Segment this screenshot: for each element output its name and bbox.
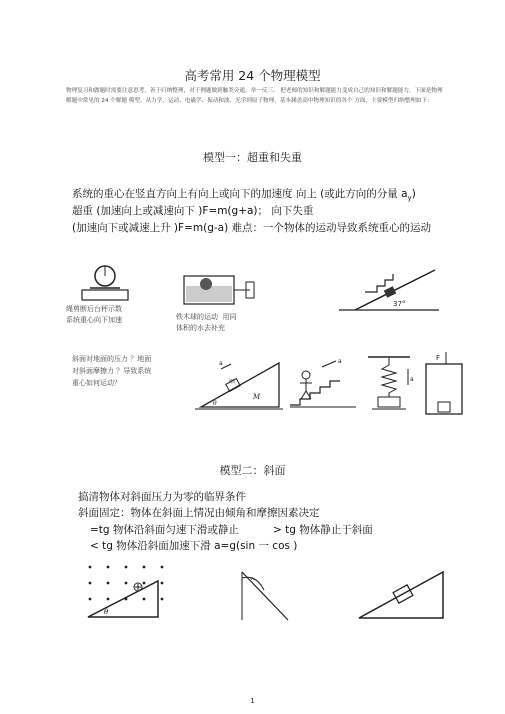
theta-label-2: θ [104,608,109,616]
model1-line1: 系统的重心在竖直方向上有向上或向下的加速度 向上 (或此方向的分量 $a_y$) [72,188,416,203]
model1-heading: 模型一：超重和失重 [203,151,302,164]
wedge-block-diagram [195,355,285,415]
accel-a-label-1: a [219,360,223,367]
model1-line3: (加速向下或减速上升 )F=m(g-a) 难点：一个物体的运动导致系统重心的运动 [72,222,432,234]
angle-37-label: 37° [393,300,406,308]
model2-line3a: =tg 物体沿斜面匀速下滑或静止 [90,524,239,536]
magnetic-field-incline-diagram [86,563,176,625]
model2-line1: 搞清物体对斜面压力为零的临界条件 [78,491,246,503]
block-on-incline-diagram [355,566,447,622]
projectile-incline-diagram [236,568,296,626]
model1-caption-3: 斜面对地面的压力 ？地面 对斜面摩擦力 ？导致系统 重心如何运动？ [72,355,152,387]
theta-label: θ [213,400,217,407]
ramp-37-diagram [335,262,445,317]
model1-line2: 超重 (加速向上或减速向下 )F=m(g+a)； 向下失重 [72,205,314,217]
spring-mass-diagram [364,355,414,417]
model2-line3b: > tg 物体静止于斜面 [273,524,373,536]
water-tank-diagram [180,272,260,308]
model2-line4: < tg 物体沿斜面加速下滑 a=g(sin 一 cos ) [90,540,298,552]
model2-heading: 模型二：斜面 [219,464,286,477]
elevator-box-diagram [418,352,468,418]
accel-a-label-2: a [338,358,342,365]
intro-paragraph: 物理复习和做题时需要注意思考，善于归纳整理，对于例题做到触类旁通，举一反三， 把老师的知识和解题能力变成自己的知识和解题能力，下面是物理解题中常见的 24 个解题 模型，从力学、运动、电磁学、振动和波、光学到原子物理，基本涵盖高中物理知识的各个 方面，主要模型归纳整理如下： [66,88,443,104]
force-F-label: F [436,354,441,362]
mass-M-label: M [253,393,261,401]
escalator-person-diagram [286,355,358,411]
page-number: 1 [250,697,255,705]
model1-caption-1: 绳剪断后台秤示数 系统重心向下加速 [66,305,122,324]
v0-label: v₀ [250,576,255,582]
document-title: 高考常用 24 个物理模型 [184,68,321,83]
model2-line2: 斜面固定：物体在斜面上情况由倾角和摩擦因素决定 [78,507,320,519]
mass-m-label: m [229,378,235,385]
model1-caption-2: 铁木球的运动 用同 体积的水去补充 [176,313,237,332]
accel-a-label-3: a [410,376,414,383]
